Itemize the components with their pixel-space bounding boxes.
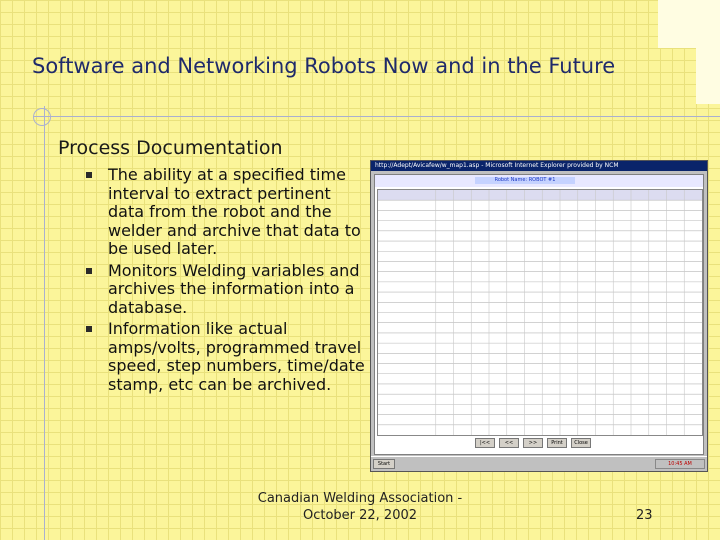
screenshot-banner: Robot Name: ROBOT #1 <box>475 177 575 184</box>
page-number: 23 <box>636 508 653 523</box>
corner-decoration-bar <box>696 0 720 104</box>
section-heading: Process Documentation <box>58 137 283 159</box>
close-button[interactable]: Close <box>571 438 591 448</box>
taskbar <box>371 456 707 471</box>
bullet-item <box>84 262 366 318</box>
square-bullet-icon <box>86 268 92 274</box>
horizontal-rule <box>34 116 720 117</box>
footer-date: October 22, 2002 <box>302 508 418 523</box>
start-button[interactable]: Start <box>373 459 395 469</box>
next-button[interactable]: >> <box>523 438 543 448</box>
table-header-band <box>378 190 702 200</box>
screenshot-window-title: http://Adept/Avicafew/w_map1.asp - Microsoft Internet Explorer provided by NCM <box>371 161 707 171</box>
bullet-text: The ability at a specified time interval to extract pertinent data from the robot and the welder and archive that data to be used later. <box>108 165 361 258</box>
previous-button[interactable]: << <box>499 438 519 448</box>
embedded-screenshot <box>370 160 708 472</box>
vertical-rule <box>44 106 45 540</box>
bullet-list <box>84 166 366 397</box>
rule-circle-ornament <box>33 108 51 126</box>
slide-title: Software and Networking Robots Now and in the Future <box>32 54 616 78</box>
print-button[interactable]: Print <box>547 438 567 448</box>
bullet-item <box>84 320 366 394</box>
screenshot-content <box>374 174 704 455</box>
taskbar-clock: 10:45 AM <box>655 459 705 469</box>
footer-organization: Canadian Welding Association - <box>257 491 463 506</box>
first-button[interactable]: |<< <box>475 438 495 448</box>
bullet-text: Information like actual amps/volts, programmed travel speed, step numbers, time/date stamp, etc can be archived. <box>108 319 365 394</box>
square-bullet-icon <box>86 326 92 332</box>
bullet-item <box>84 166 366 259</box>
bullet-text: Monitors Welding variables and archives the information into a database. <box>108 260 360 317</box>
slide-footer <box>240 490 480 524</box>
square-bullet-icon <box>86 172 92 178</box>
weld-data-table <box>377 189 703 436</box>
